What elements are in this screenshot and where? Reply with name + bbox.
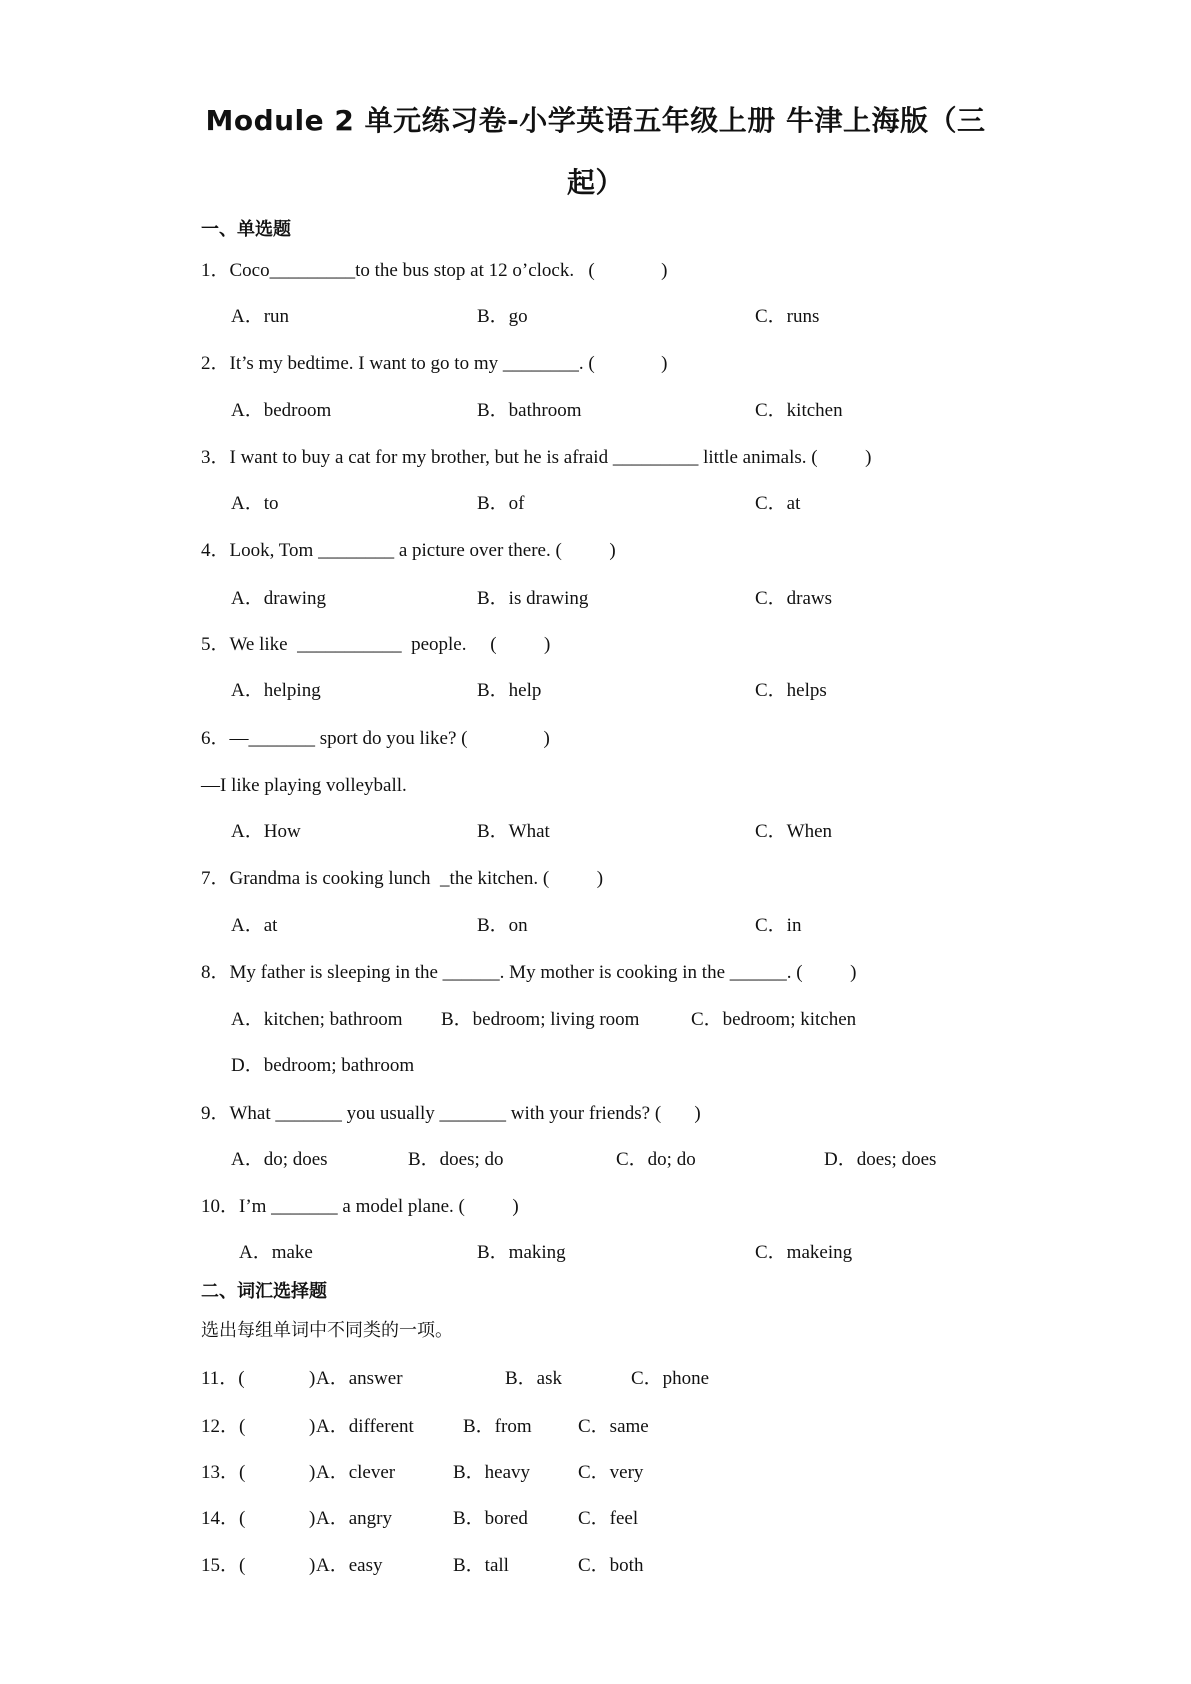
- question-stem: 5．We like ___________ people. ( ): [201, 634, 551, 655]
- answer-option: A．at: [231, 915, 278, 936]
- answer-option: B．tall: [453, 1555, 509, 1576]
- answer-option: C．at: [755, 493, 801, 514]
- answer-option: C．phone: [631, 1368, 710, 1389]
- page-title-line1: Module 2 单元练习卷-小学英语五年级上册 牛津上海版（三: [205, 104, 986, 137]
- answer-option: A．kitchen; bathroom: [231, 1009, 403, 1030]
- answer-paren-close: ): [309, 1416, 316, 1437]
- answer-option: C．both: [578, 1555, 644, 1576]
- answer-option: B．does; do: [408, 1149, 504, 1170]
- answer-option: C．helps: [755, 680, 827, 701]
- section2-heading: 二、词汇选择题: [201, 1281, 327, 1302]
- answer-option: C．makeing: [755, 1242, 853, 1263]
- question-number: 12．(: [201, 1416, 246, 1437]
- page-title-line2: 起）: [566, 166, 624, 199]
- answer-option: D．bedroom; bathroom: [231, 1055, 415, 1076]
- question-stem: 8．My father is sleeping in the ______. My mother is cooking in the ______. ( ): [201, 962, 857, 983]
- answer-option: C．When: [755, 821, 833, 842]
- question-stem: 4．Look, Tom ________ a picture over there. ( ): [201, 540, 616, 561]
- question-dialogue-line: —I like playing volleyball.: [201, 775, 407, 796]
- answer-option: C．in: [755, 915, 802, 936]
- answer-option: A．easy: [316, 1555, 383, 1576]
- question-stem: 2．It’s my bedtime. I want to go to my ________. ( ): [201, 353, 668, 374]
- answer-option: B．bored: [453, 1508, 528, 1529]
- answer-option: B．bathroom: [477, 400, 582, 421]
- answer-option: B．on: [477, 915, 528, 936]
- answer-option: B．is drawing: [477, 588, 589, 609]
- question-stem: 3．I want to buy a cat for my brother, but he is afraid _________ little animals. ( ): [201, 447, 872, 468]
- answer-option: B．go: [477, 306, 528, 327]
- answer-paren-close: ): [309, 1368, 316, 1389]
- answer-option: A．make: [239, 1242, 313, 1263]
- answer-option: A．to: [231, 493, 279, 514]
- answer-option: A．clever: [316, 1462, 396, 1483]
- answer-option: A．bedroom: [231, 400, 332, 421]
- answer-option: B．What: [477, 821, 550, 842]
- answer-option: B．ask: [505, 1368, 563, 1389]
- answer-paren-close: ): [309, 1462, 316, 1483]
- answer-option: A．angry: [316, 1508, 392, 1529]
- question-stem: 1．Coco_________to the bus stop at 12 o’clock. ( ): [201, 260, 668, 281]
- question-stem: 7．Grandma is cooking lunch _the kitchen. ( ): [201, 868, 604, 889]
- question-stem: 10．I’m _______ a model plane. ( ): [201, 1196, 519, 1217]
- answer-option: C．draws: [755, 588, 833, 609]
- answer-option: C．do; do: [616, 1149, 696, 1170]
- answer-option: A．run: [231, 306, 290, 327]
- answer-option: A．answer: [316, 1368, 403, 1389]
- answer-option: C．kitchen: [755, 400, 843, 421]
- answer-option: B．bedroom; living room: [441, 1009, 640, 1030]
- answer-option: A．How: [231, 821, 301, 842]
- answer-option: C．same: [578, 1416, 649, 1437]
- question-number: 13．(: [201, 1462, 246, 1483]
- answer-option: B．help: [477, 680, 542, 701]
- answer-option: C．feel: [578, 1508, 639, 1529]
- answer-option: A．do; does: [231, 1149, 328, 1170]
- answer-option: B．of: [477, 493, 525, 514]
- question-number: 14．(: [201, 1508, 246, 1529]
- section1-heading: 一、单选题: [201, 219, 291, 240]
- question-stem: 9．What _______ you usually _______ with your friends? ( ): [201, 1103, 701, 1124]
- answer-option: C．very: [578, 1462, 644, 1483]
- question-stem: 6．—_______ sport do you like? ( ): [201, 728, 550, 749]
- answer-option: C．runs: [755, 306, 820, 327]
- answer-paren-close: ): [309, 1555, 316, 1576]
- answer-option: A．drawing: [231, 588, 326, 609]
- answer-option: A．different: [316, 1416, 414, 1437]
- answer-option: A．helping: [231, 680, 321, 701]
- question-number: 15．(: [201, 1555, 246, 1576]
- answer-option: C．bedroom; kitchen: [691, 1009, 857, 1030]
- section2-instruction: 选出每组单词中不同类的一项。: [201, 1320, 453, 1341]
- answer-option: D．does; does: [824, 1149, 937, 1170]
- answer-option: B．making: [477, 1242, 566, 1263]
- answer-option: B．heavy: [453, 1462, 531, 1483]
- question-number: 11．(: [201, 1368, 245, 1389]
- answer-paren-close: ): [309, 1508, 316, 1529]
- answer-option: B．from: [463, 1416, 532, 1437]
